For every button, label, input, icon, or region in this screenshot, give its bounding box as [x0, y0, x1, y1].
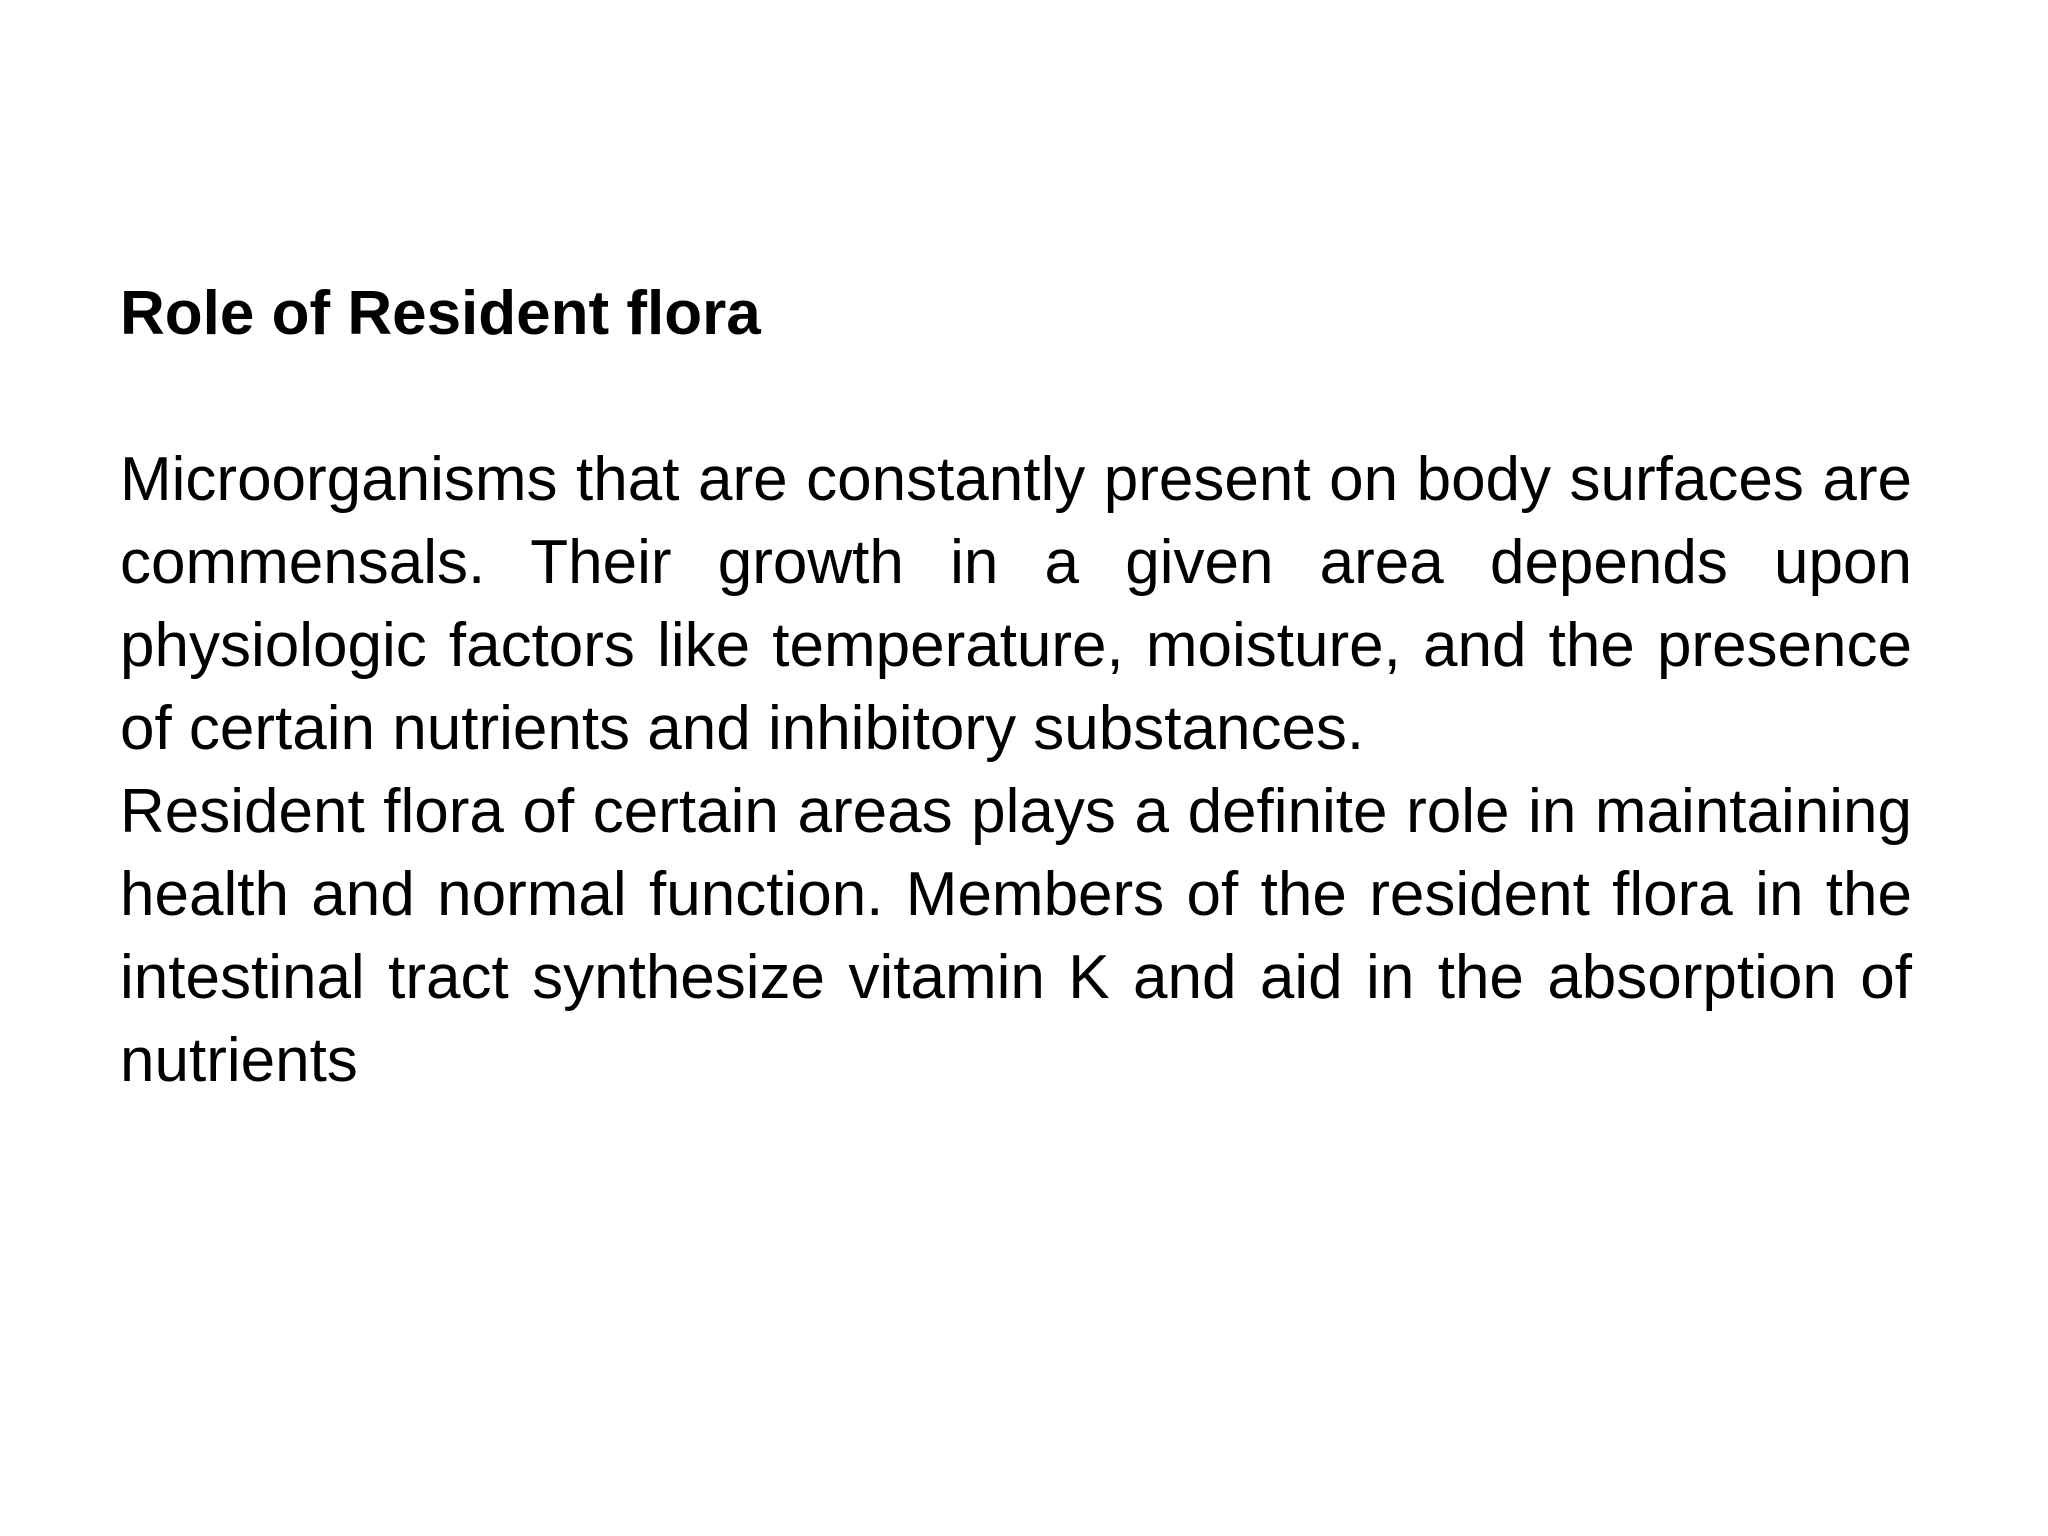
slide-body — [120, 438, 1912, 1102]
paragraph-commensals: Microorganisms that are constantly present on body surfaces are commensals. Their growth in a given area depends upon physiologic factors like temperature, moisture, and the presence of certain nutrients and inhibitory substances. — [120, 445, 1912, 763]
paragraph-resident-flora-role: Resident flora of certain areas plays a definite role in maintaining health and normal function. Members of the resident flora in the intestinal tract synthesize vitamin K and aid in the absorption of nutrients — [120, 777, 1912, 1095]
slide-heading: Role of Resident flora — [120, 279, 761, 348]
